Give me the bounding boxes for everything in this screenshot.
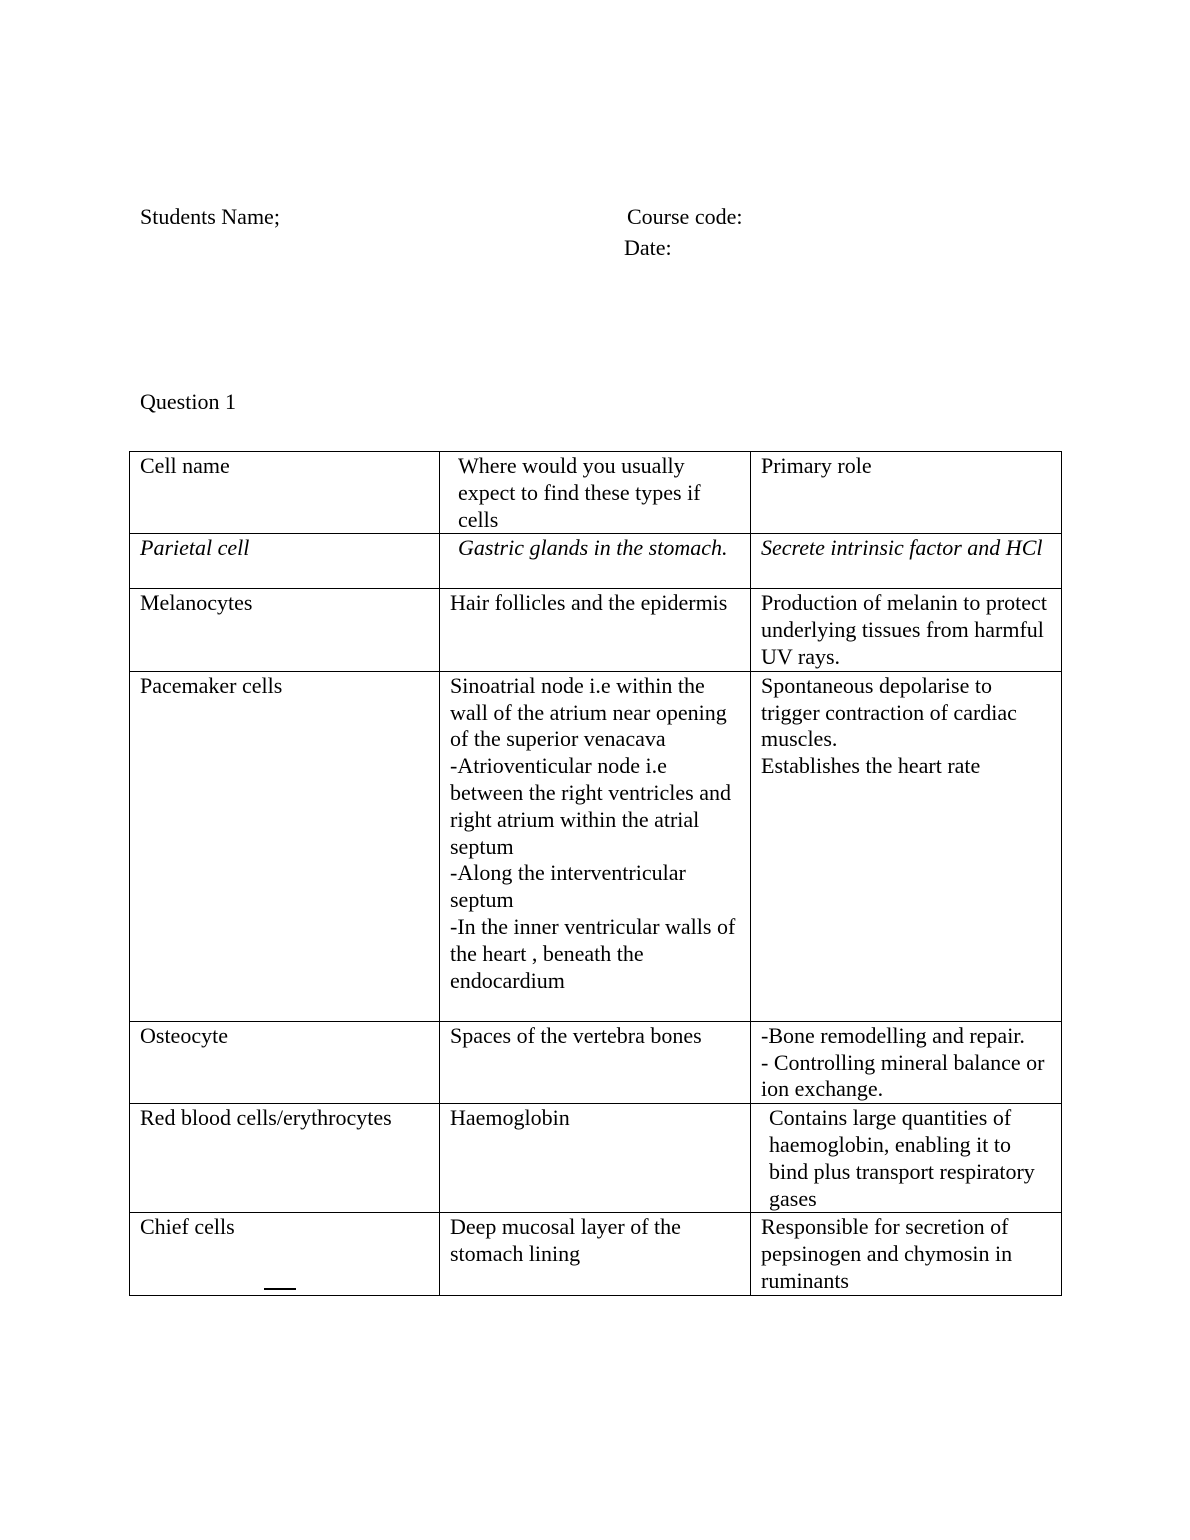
cell-role xyxy=(751,671,1062,1021)
table-header-row xyxy=(130,452,1062,534)
course-code-label: Course code: xyxy=(627,204,743,229)
cell-name: Melanocytes xyxy=(130,589,440,671)
table-row xyxy=(130,589,1062,671)
table-row xyxy=(130,1021,1062,1103)
role-line: - Controlling mineral balance or ion exchange. xyxy=(761,1049,1045,1102)
cell-name: Red blood cells/erythrocytes xyxy=(130,1104,440,1213)
role-line: Establishes the heart rate xyxy=(761,753,981,779)
cell-role: Contains large quantities of haemoglobin, enabling it to bind plus transport respiratory gases xyxy=(751,1104,1062,1213)
table-row xyxy=(130,1213,1062,1295)
cell-name: Chief cells xyxy=(130,1213,440,1295)
date-label: Date: xyxy=(624,235,672,260)
role-line: Spontaneous depolarise to trigger contraction of cardiac muscles. xyxy=(761,672,1017,752)
cell-table xyxy=(129,451,1062,1296)
location-line: Sinoatrial node i.e within the wall of the atrium near opening of the superior venacava xyxy=(450,672,727,752)
location-line: -Along the interventricular septum xyxy=(450,860,686,913)
underline-mark xyxy=(264,1288,296,1290)
cell-location: Hair follicles and the epidermis xyxy=(440,589,751,671)
cell-location xyxy=(440,671,751,1021)
cell-role xyxy=(751,1021,1062,1103)
cell-location: Gastric glands in the stomach. xyxy=(440,534,751,589)
header-cell-name: Cell name xyxy=(130,452,440,534)
role-line: -Bone remodelling and repair. xyxy=(761,1022,1025,1048)
table-row xyxy=(130,534,1062,589)
location-line: -Atrioventicular node i.e between the right ventricles and right atrium within the atrial septum xyxy=(450,753,732,859)
cell-role: Secrete intrinsic factor and HCl xyxy=(751,534,1062,589)
cell-role: Production of melanin to protect underlying tissues from harmful UV rays. xyxy=(751,589,1062,671)
table-row xyxy=(130,1104,1062,1213)
header-location: Where would you usually expect to find these types if cells xyxy=(440,452,751,534)
question-title: Question 1 xyxy=(140,389,236,414)
location-line: -In the inner ventricular walls of the heart , beneath the endocardium xyxy=(450,913,736,993)
student-name-label: Students Name; xyxy=(140,204,280,229)
cell-role: Responsible for secretion of pepsinogen and chymosin in ruminants xyxy=(751,1213,1062,1295)
cell-location: Deep mucosal layer of the stomach lining xyxy=(440,1213,751,1295)
cell-location: Spaces of the vertebra bones xyxy=(440,1021,751,1103)
cell-location: Haemoglobin xyxy=(440,1104,751,1213)
cell-name: Pacemaker cells xyxy=(130,671,440,1021)
table-row xyxy=(130,671,1062,1021)
header-primary-role: Primary role xyxy=(751,452,1062,534)
cell-name: Parietal cell xyxy=(130,534,440,589)
cell-name: Osteocyte xyxy=(130,1021,440,1103)
